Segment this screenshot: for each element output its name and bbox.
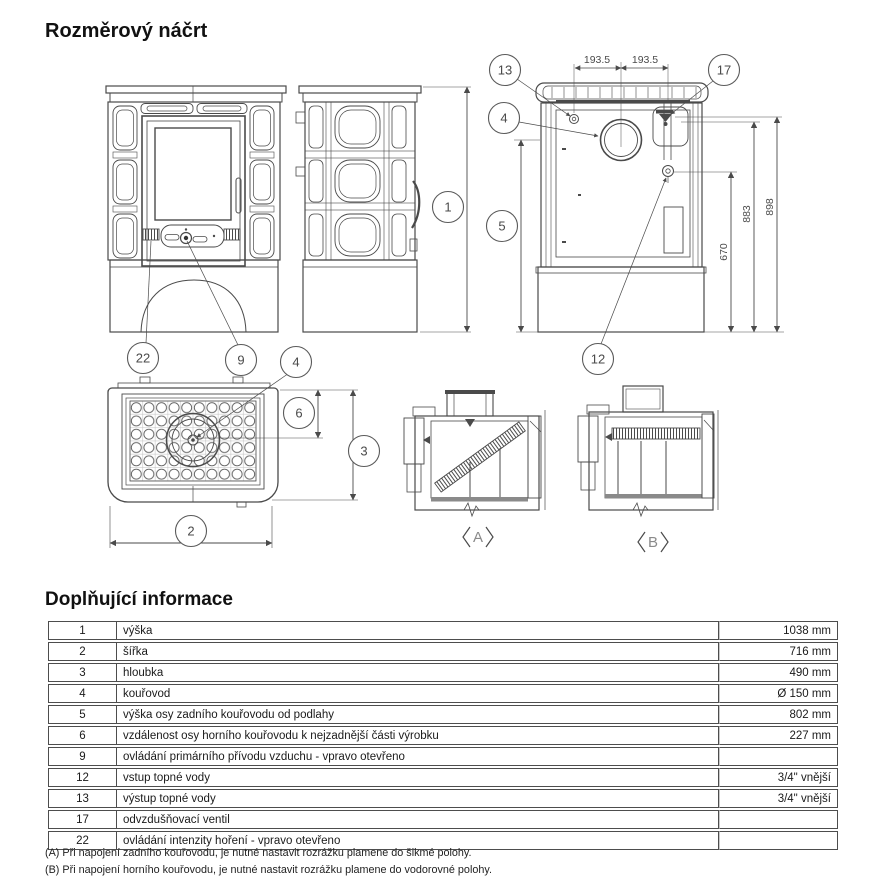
callout-6 xyxy=(284,398,315,429)
table-row xyxy=(48,621,838,640)
row-label-cell: výstup topné vody xyxy=(117,789,719,808)
svg-text:13: 13 xyxy=(497,62,513,78)
flame-baffle-horizontal xyxy=(612,428,700,439)
stove-door xyxy=(142,116,245,266)
callout-3 xyxy=(349,436,380,467)
row-value-cell: 490 mm xyxy=(719,663,838,682)
section-a-label xyxy=(463,527,493,547)
footnote-b: (B) Při napojení horního kouřovodu, je nutné nastavit rozrážku plamene do vodorovné polohy. xyxy=(45,864,492,876)
row-value-cell: Ø 150 mm xyxy=(719,684,838,703)
row-label-cell: vstup topné vody xyxy=(117,768,719,787)
callout-17 xyxy=(709,55,740,86)
page-title: Rozměrový náčrt xyxy=(45,20,208,42)
row-label-cell: výška xyxy=(117,621,719,640)
row-label-cell: výška osy zadního kouřovodu od podlahy xyxy=(117,705,719,724)
callout-22 xyxy=(128,343,159,374)
dim-193-left-label: 193.5 xyxy=(583,54,611,66)
rear-connector-tab xyxy=(296,167,305,176)
callout-5 xyxy=(487,211,518,242)
table-row xyxy=(48,810,838,829)
footnote-a: (A) Při napojení zadního kouřovodu, je nutné nastavit rozrážku plamene do šikmé polohy. xyxy=(45,847,472,859)
air-vent-valve xyxy=(653,64,688,160)
row-value-cell xyxy=(719,747,838,766)
svg-text:1: 1 xyxy=(444,199,452,215)
front-vent-right xyxy=(197,104,247,114)
row-number-cell: 13 xyxy=(48,789,117,808)
row-value-cell: 802 mm xyxy=(719,705,838,724)
row-number-cell: 17 xyxy=(48,810,117,829)
intensity-control-grille xyxy=(143,229,159,240)
row-value-cell: 3/4" vnější xyxy=(719,768,838,787)
row-label-cell: vzdálenost osy horního kouřovodu k nejzadnější části výrobku xyxy=(117,726,719,745)
front-base xyxy=(110,260,278,332)
callout-4-rear xyxy=(489,103,520,134)
row-number-cell: 5 xyxy=(48,705,117,724)
water-outlet-fitting xyxy=(570,115,579,124)
row-label-cell: kouřovod xyxy=(117,684,719,703)
section-b-label xyxy=(638,532,668,552)
row-value-cell: 1038 mm xyxy=(719,621,838,640)
rear-label-plate xyxy=(664,207,683,253)
rear-connector-tab xyxy=(296,112,305,123)
row-number-cell: 9 xyxy=(48,747,117,766)
front-view xyxy=(106,86,286,345)
svg-text:4: 4 xyxy=(500,110,508,126)
flue-collar-b xyxy=(623,386,663,412)
side-base xyxy=(303,260,417,332)
side-door-handle xyxy=(412,181,419,228)
table-row xyxy=(48,705,838,724)
row-number-cell: 4 xyxy=(48,684,117,703)
row-label-cell: hloubka xyxy=(117,663,719,682)
base-arch xyxy=(141,280,246,332)
dim-883-label: 883 xyxy=(741,205,753,223)
callout-2 xyxy=(176,516,207,547)
svg-text:5: 5 xyxy=(498,218,506,234)
svg-text:4: 4 xyxy=(292,354,300,370)
table-row xyxy=(48,789,838,808)
row-value-cell: 3/4" vnější xyxy=(719,789,838,808)
water-inlet-fitting xyxy=(663,166,674,177)
row-number-cell: 6 xyxy=(48,726,117,745)
row-value-cell: 227 mm xyxy=(719,726,838,745)
section-view-b xyxy=(578,386,718,552)
row-value-cell: 716 mm xyxy=(719,642,838,661)
flame-baffle-slanted xyxy=(435,422,526,492)
rear-base xyxy=(538,267,704,332)
row-label-cell: ovládání intenzity hoření - vpravo otevřeno xyxy=(117,831,719,850)
table-row xyxy=(48,726,838,745)
svg-text:12: 12 xyxy=(590,351,606,367)
row-number-cell: 1 xyxy=(48,621,117,640)
section-title: Doplňující informace xyxy=(45,589,233,610)
dim-193-right-label: 193.5 xyxy=(631,54,659,66)
row-number-cell: 22 xyxy=(48,831,117,850)
svg-text:2: 2 xyxy=(187,523,195,539)
air-control-grille xyxy=(224,229,240,240)
row-label-cell: šířka xyxy=(117,642,719,661)
side-tiles xyxy=(309,106,406,256)
table-row xyxy=(48,642,838,661)
table-row xyxy=(48,747,838,766)
row-value-cell xyxy=(719,831,838,850)
row-label-cell: odvzdušňovací ventil xyxy=(117,810,719,829)
row-value-cell xyxy=(719,810,838,829)
svg-text:17: 17 xyxy=(716,62,732,78)
side-body xyxy=(305,102,415,260)
dim-898-label: 898 xyxy=(764,198,776,216)
table-row xyxy=(48,768,838,787)
table-row xyxy=(48,663,838,682)
svg-text:6: 6 xyxy=(295,405,303,421)
dim-670-label: 670 xyxy=(718,243,730,261)
svg-text:B: B xyxy=(647,534,659,551)
additional-info-table xyxy=(48,619,838,852)
svg-text:22: 22 xyxy=(135,350,151,366)
door-glass xyxy=(155,128,231,220)
section-view-a xyxy=(404,390,545,547)
callout-1 xyxy=(433,192,464,223)
top-view xyxy=(108,375,358,549)
svg-text:9: 9 xyxy=(237,352,245,368)
dim-193-pair xyxy=(575,54,668,68)
row-number-cell: 3 xyxy=(48,663,117,682)
row-label-cell: ovládání primárního přívodu vzduchu - vpravo otevřeno xyxy=(117,747,719,766)
svg-text:3: 3 xyxy=(360,443,368,459)
rear-view xyxy=(514,54,784,344)
front-tiles-left xyxy=(113,106,137,258)
footnotes xyxy=(45,847,492,881)
table-row xyxy=(48,684,838,703)
row-number-cell: 2 xyxy=(48,642,117,661)
row-number-cell: 12 xyxy=(48,768,117,787)
callout-13 xyxy=(490,55,521,86)
front-vent-left xyxy=(141,104,193,114)
svg-text:A: A xyxy=(472,529,484,546)
callout-9 xyxy=(226,345,257,376)
callout-12 xyxy=(583,344,614,375)
callout-4-top xyxy=(281,347,312,378)
side-view xyxy=(296,86,421,332)
front-tiles-right xyxy=(250,106,274,258)
